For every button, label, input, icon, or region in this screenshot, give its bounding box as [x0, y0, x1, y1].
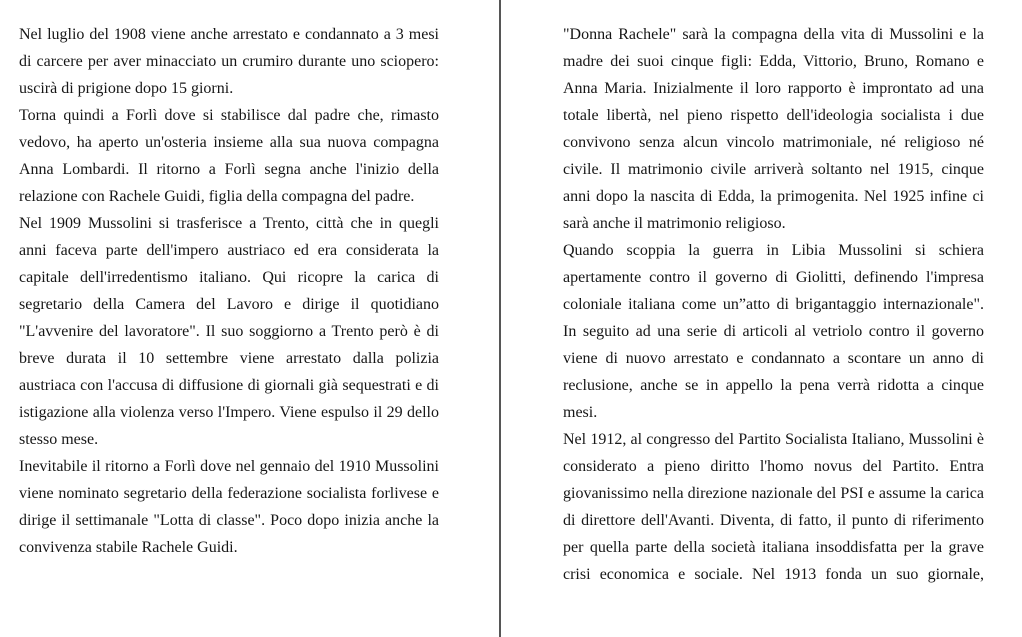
- text-line: considerato a pieno diritto l'homo novus del Partito. Entra: [563, 458, 984, 475]
- text-line: anni faceva parte dell'impero austriaco ed era considerata la: [19, 242, 439, 259]
- text-line: convivono senza alcun vincolo matrimoniale, né religioso né: [563, 134, 984, 151]
- text-line: sarà anche il matrimonio religioso.: [563, 215, 786, 232]
- text-line: apertamente contro il governo di Giolitti, definendo l'impresa: [563, 269, 984, 286]
- text-line: "Donna Rachele" sarà la compagna della vita di Mussolini e la: [563, 26, 984, 43]
- text-line: totale libertà, nel pieno rispetto dell'ideologia socialista i due: [563, 107, 984, 124]
- text-line: relazione con Rachele Guidi, figlia della compagna del padre.: [19, 188, 415, 205]
- text-line: per quella parte della società italiana insoddisfatta per la grave: [563, 539, 984, 556]
- text-line: convivenza stabile Rachele Guidi.: [19, 539, 238, 556]
- text-line: viene di nuovo arrestato e condannato a scontare un anno di: [563, 350, 984, 367]
- text-line: Nel 1909 Mussolini si trasferisce a Trento, città che in quegli: [19, 215, 439, 232]
- text-line: madre dei suoi cinque figli: Edda, Vittorio, Bruno, Romano e: [563, 53, 984, 70]
- text-line: vedovo, ha aperto un'osteria insieme alla sua nuova compagna: [19, 134, 439, 151]
- text-line: di carcere per aver minacciato un crumiro durante uno sciopero:: [19, 53, 439, 70]
- text-line: reclusione, anche se in appello la pena verrà ridotta a cinque: [563, 377, 984, 394]
- text-line: uscirà di prigione dopo 15 giorni.: [19, 80, 234, 97]
- text-line: coloniale italiana come un”atto di brigantaggio internazionale".: [563, 296, 984, 313]
- page-divider: [499, 0, 501, 637]
- text-line: Nel 1912, al congresso del Partito Socialista Italiano, Mussolini è: [563, 431, 984, 448]
- text-line: capitale dell'irredentismo italiano. Qui ricopre la carica di: [19, 269, 439, 286]
- text-line: breve durata il 10 settembre viene arrestato dalla polizia: [19, 350, 439, 367]
- text-line: istigazione alla violenza verso l'Impero. Viene espulso il 29 dello: [19, 404, 439, 421]
- text-line: In seguito ad una serie di articoli al vetriolo contro il governo: [563, 323, 984, 340]
- text-line: viene nominato segretario della federazione socialista forlivese e: [19, 485, 439, 502]
- text-line: di direttore dell'Avanti. Diventa, di fatto, il punto di riferimento: [563, 512, 984, 529]
- text-line: mesi.: [563, 404, 598, 421]
- page-left: [19, 21, 439, 561]
- text-line: Anna Maria. Inizialmente il loro rapporto è improntato ad una: [563, 80, 984, 97]
- text-line: giovanissimo nella direzione nazionale del PSI e assume la carica: [563, 485, 984, 502]
- text-line: dirige il settimanale "Lotta di classe". Poco dopo inizia anche la: [19, 512, 439, 529]
- text-line: Quando scoppia la guerra in Libia Mussolini si schiera: [563, 242, 984, 259]
- text-line: Inevitabile il ritorno a Forlì dove nel gennaio del 1910 Mussolini: [19, 458, 439, 475]
- text-line: Nel luglio del 1908 viene anche arrestato e condannato a 3 mesi: [19, 26, 439, 43]
- text-line: "L'avvenire del lavoratore". Il suo soggiorno a Trento però è di: [19, 323, 439, 340]
- page-right: [563, 21, 984, 588]
- text-line: crisi economica e sociale. Nel 1913 fonda un suo giornale,: [563, 566, 984, 583]
- text-line: Torna quindi a Forlì dove si stabilisce dal padre che, rimasto: [19, 107, 439, 124]
- text-line: stesso mese.: [19, 431, 99, 448]
- text-line: Anna Lombardi. Il ritorno a Forlì segna anche l'inizio della: [19, 161, 439, 178]
- text-line: civile. Il matrimonio civile arriverà soltanto nel 1915, cinque: [563, 161, 984, 178]
- text-line: anni dopo la nascita di Edda, la primogenita. Nel 1925 infine ci: [563, 188, 984, 205]
- text-line: segretario della Camera del Lavoro e dirige il quotidiano: [19, 296, 439, 313]
- text-line: austriaca con l'accusa di diffusione di giornali già sequestrati e di: [19, 377, 439, 394]
